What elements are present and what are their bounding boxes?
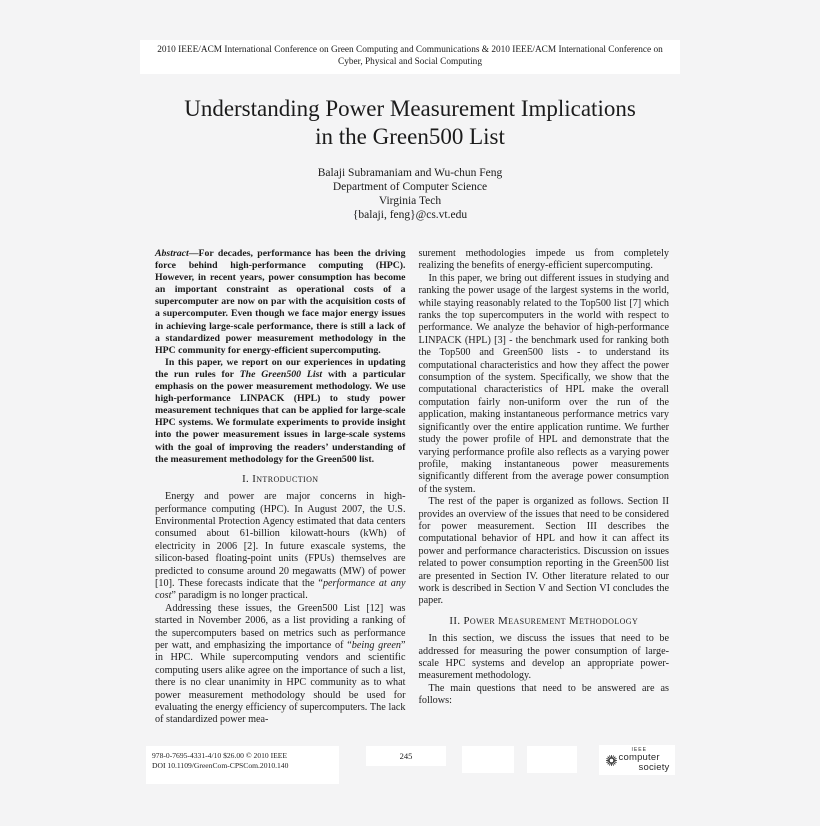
ieee-cs-logo-society: society <box>638 761 670 773</box>
copyright-line-2: DOI 10.1109/GreenCom-CPSCom.2010.140 <box>152 760 289 770</box>
footer-blank-box-1 <box>462 746 514 773</box>
intro-p2-italic: being green <box>351 639 401 651</box>
author-block <box>0 166 820 222</box>
intro-paragraph-2 <box>155 603 406 727</box>
footer-blank-box-2 <box>527 746 577 773</box>
paper-title-line2: in the Green500 List <box>315 124 505 149</box>
abstract-paragraph-1-text: —For decades, performance has been the driving force behind high-performance computing (HPC). However, in recent years, power consumption has become an important constraint as operational costs of a supercomputer are now on par with the acquisition costs of a supercomputer. Even though we face major energy issues in achieving large-scale performance, there is still a lack of a standardized power measurement methodology in the HPC community for energy-efficient supercomputing. <box>155 248 406 356</box>
ieee-computer-society-logo <box>605 748 670 772</box>
section-heading-introduction: I. Introduction <box>242 472 319 485</box>
intro-p1-italic: performance at any cost <box>155 577 406 602</box>
paper-title <box>0 95 820 151</box>
author-department: Department of Computer Science <box>332 181 488 193</box>
right-column <box>419 248 670 727</box>
methodology-paragraph-2: The main questions that need to be answered are as follows: <box>418 682 669 707</box>
left-column <box>155 248 406 727</box>
contributions-paragraph: In this paper, we bring out different issues in studying and ranking the power usage of the largest systems in the world, while staying reasonably related to the Top500 list [7] which ranks the top supercomputers in the world with respect to performance. We analyze the behavior of high-performance LINPACK (HPL) [3] - the benchmark used for ranking both the Top500 and Green500 lists - to understand its computational characteristics and how they affect the power consumption of the system. Specifically, we show that the computational characteristics of HPL make the overall computation fairly non-uniform over the run of the application, making instantaneous performance metrics vary significantly over the entire application runtime. We further study the power profile of HPL and demonstrate that the varying performance profile also reflects as a varying power profile, making instantaneous power measurements significantly different from the average power consumption of the system. <box>418 272 669 495</box>
abstract-paragraph-2 <box>155 357 406 466</box>
methodology-paragraph-1: In this section, we discuss the issues that need to be addressed for measuring the power consumption of large-scale HPC systems and develop an appropriate power-measurement methodology. <box>418 633 669 682</box>
abstract-lead-label: Abstract <box>155 248 189 259</box>
intro-p1-pre: Energy and power are major concerns in high-performance computing (HPC). In August 2007, the U.S. Environmental Protection Agency estimated that data centers consumed about 61-billion kilowatt-hours (kWh) of electricity in 2006 [2]. In future exascale systems, the silicon-based floating-point units (FPUs) themselves are predicted to consume around 20 megawatts (MW) of power [10]. These forecasts indicate that the “ <box>155 491 406 589</box>
ieee-cs-logo-computer: computer <box>618 752 660 763</box>
paper-title-line1: Understanding Power Measurement Implications <box>184 96 636 121</box>
author-institution: Virginia Tech <box>378 195 442 207</box>
abstract-p2-post: with a particular emphasis on the power measurement methodology. We use high-performance LINPACK (HPL) to study power measurement techniques that can be applied for large-scale HPC systems. We formulate experiments to provide insight into the power measurement issues in large-scale systems with the goal of improving the readers’ understanding of the measurement methodology for the Green500 list. <box>155 368 406 465</box>
section-heading-methodology: II. Power Measurement Methodology <box>449 614 639 627</box>
intro-p2-pre: Addressing these issues, the Green500 List [12] was started in November 2006, as a list providing a ranking of the supercomputers based on metrics such as performance per watt, and emphasizing the importance of “ <box>155 602 406 651</box>
abstract-section <box>155 248 406 466</box>
two-column-body <box>155 248 669 727</box>
page-number: 245 <box>399 751 413 761</box>
paper-organization-paragraph: The rest of the paper is organized as follows. Section II provides an overview of the issues that need to be considered for power measurement. Section III describes the computational behavior of HPL and how it can affect its power and performance characteristics. Discussion on issues related to power consumption reporting in the Green500 list are presented in Section IV. Other literature related to our work is described in Section V and Section VI concludes the paper. <box>418 496 669 607</box>
conference-banner: 2010 IEEE/ACM International Conference on Green Computing and Communications & 2010 IEEE/ACM International Conference on Cyber, Physical and Social Computing <box>140 40 680 74</box>
intro-p2-post: ” in HPC. While supercomputing vendors and scientific computing users alike agree on the importance of such a list, there is no clear unanimity in HPC community as to what power measurement methodology should be used for evaluating the energy efficiency of supercomputers. The lack of standardized power mea- <box>155 639 406 726</box>
abstract-p2-italic: The Green500 List <box>239 368 323 380</box>
page-number-box <box>366 746 446 766</box>
intro-p1-post: ” paradigm is no longer practical. <box>171 590 308 602</box>
ieee-cs-logo-text <box>619 748 670 772</box>
ieee-starburst-icon <box>605 754 618 767</box>
abstract-p2-pre: In this paper, we report on our experiences in updating the run rules for <box>155 356 406 380</box>
ieee-computer-society-logo-box <box>599 745 675 775</box>
copyright-box <box>146 746 339 784</box>
abstract-paragraph-1 <box>155 248 406 357</box>
author-email: {balaji, feng}@cs.vt.edu <box>352 209 468 221</box>
intro-paragraph-1 <box>155 491 406 603</box>
column2-continuation-paragraph: surement methodologies impede us from completely realizing the benefits of energy-efficient supercomputing. <box>418 248 669 272</box>
copyright-line-1: 978-0-7695-4331-4/10 $26.00 © 2010 IEEE <box>152 751 288 760</box>
author-names: Balaji Subramaniam and Wu-chun Feng <box>317 167 503 179</box>
ieee-cs-logo-ieee: IEEE <box>631 747 647 753</box>
